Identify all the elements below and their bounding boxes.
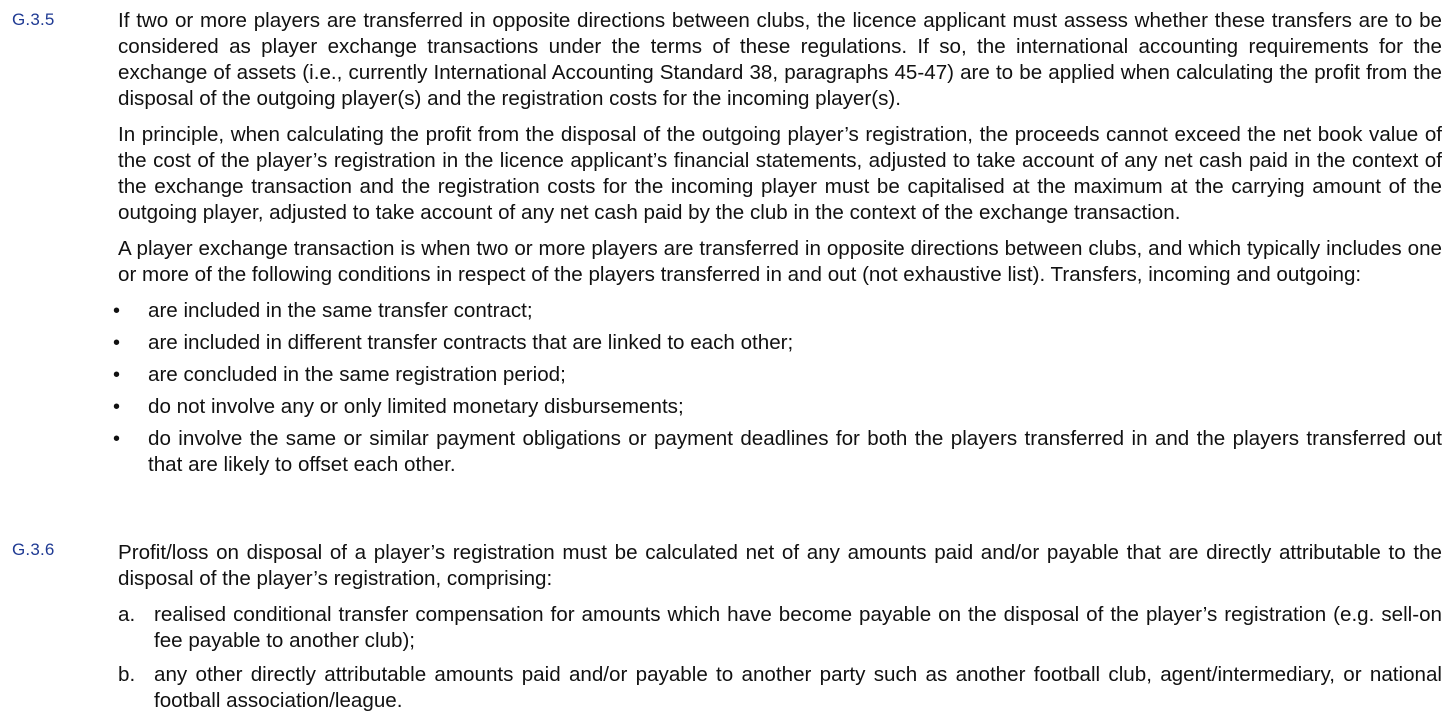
section-number: G.3.6 — [12, 540, 55, 559]
paragraph: A player exchange transaction is when two or more players are transferred in opposite directions between clubs, and which typically includes one or more of the following conditions in respect of the players transferred in and out (not exhaustive list). Transfers, incoming and outgoing: — [118, 237, 1442, 286]
list-item — [118, 602, 1442, 654]
list-item — [0, 298, 1442, 324]
list-marker: a. — [118, 603, 136, 626]
list-item-text: do involve the same or similar payment obligations or payment deadlines for both the players transferred in and the players transferred out that are likely to offset each other. — [148, 427, 1442, 476]
list-item — [0, 426, 1442, 478]
section-body — [118, 540, 1442, 722]
bullet-icon: • — [113, 396, 121, 418]
list-item — [0, 362, 1442, 388]
list-item-text: do not involve any or only limited monetary disbursements; — [148, 395, 684, 418]
conditions-list — [0, 298, 1442, 478]
comprising-list — [118, 602, 1442, 714]
paragraph: Profit/loss on disposal of a player’s registration must be calculated net of any amounts paid and/or payable that are directly attributable to the disposal of the player’s registration, comprising: — [118, 541, 1442, 590]
section-number: G.3.5 — [12, 10, 55, 29]
bullet-icon: • — [113, 364, 121, 386]
list-item — [0, 330, 1442, 356]
list-item-text: realised conditional transfer compensation for amounts which have become payable on the disposal of the player’s registration (e.g. sell-on fee payable to another club); — [154, 603, 1442, 652]
bullet-icon: • — [113, 332, 121, 354]
list-item — [0, 394, 1442, 420]
list-item-text: are concluded in the same registration period; — [148, 363, 566, 386]
paragraph: If two or more players are transferred in opposite directions between clubs, the licence applicant must assess whether these transfers are to be considered as player exchange transactions under the terms of these regulations. If so, the international accounting requirements for the exchange of assets (i.e., currently International Accounting Standard 38, paragraphs 45-47) are to be applied when calculating the profit from the disposal of the outgoing player(s) and the registration costs for the incoming player(s). — [118, 9, 1442, 110]
list-item-text: are included in different transfer contracts that are linked to each other; — [148, 331, 794, 354]
list-item — [118, 662, 1442, 714]
bullet-icon: • — [113, 300, 121, 322]
section-body — [113, 8, 1442, 484]
paragraph: In principle, when calculating the profit from the disposal of the outgoing player’s registration, the proceeds cannot exceed the net book value of the cost of the player’s registration in the licence applicant’s financial statements, adjusted to take account of any net cash paid in the context of the exchange transaction and the registration costs for the incoming player must be capitalised at the maximum at the carrying amount of the outgoing player, adjusted to take account of any net cash paid by the club in the context of the exchange transaction. — [118, 123, 1442, 224]
list-item-text: any other directly attributable amounts paid and/or payable to another party such as another football club, agent/intermediary, or national football association/league. — [154, 663, 1442, 712]
list-marker: b. — [118, 663, 136, 686]
list-item-text: are included in the same transfer contract; — [148, 299, 533, 322]
bullet-icon: • — [113, 428, 121, 450]
